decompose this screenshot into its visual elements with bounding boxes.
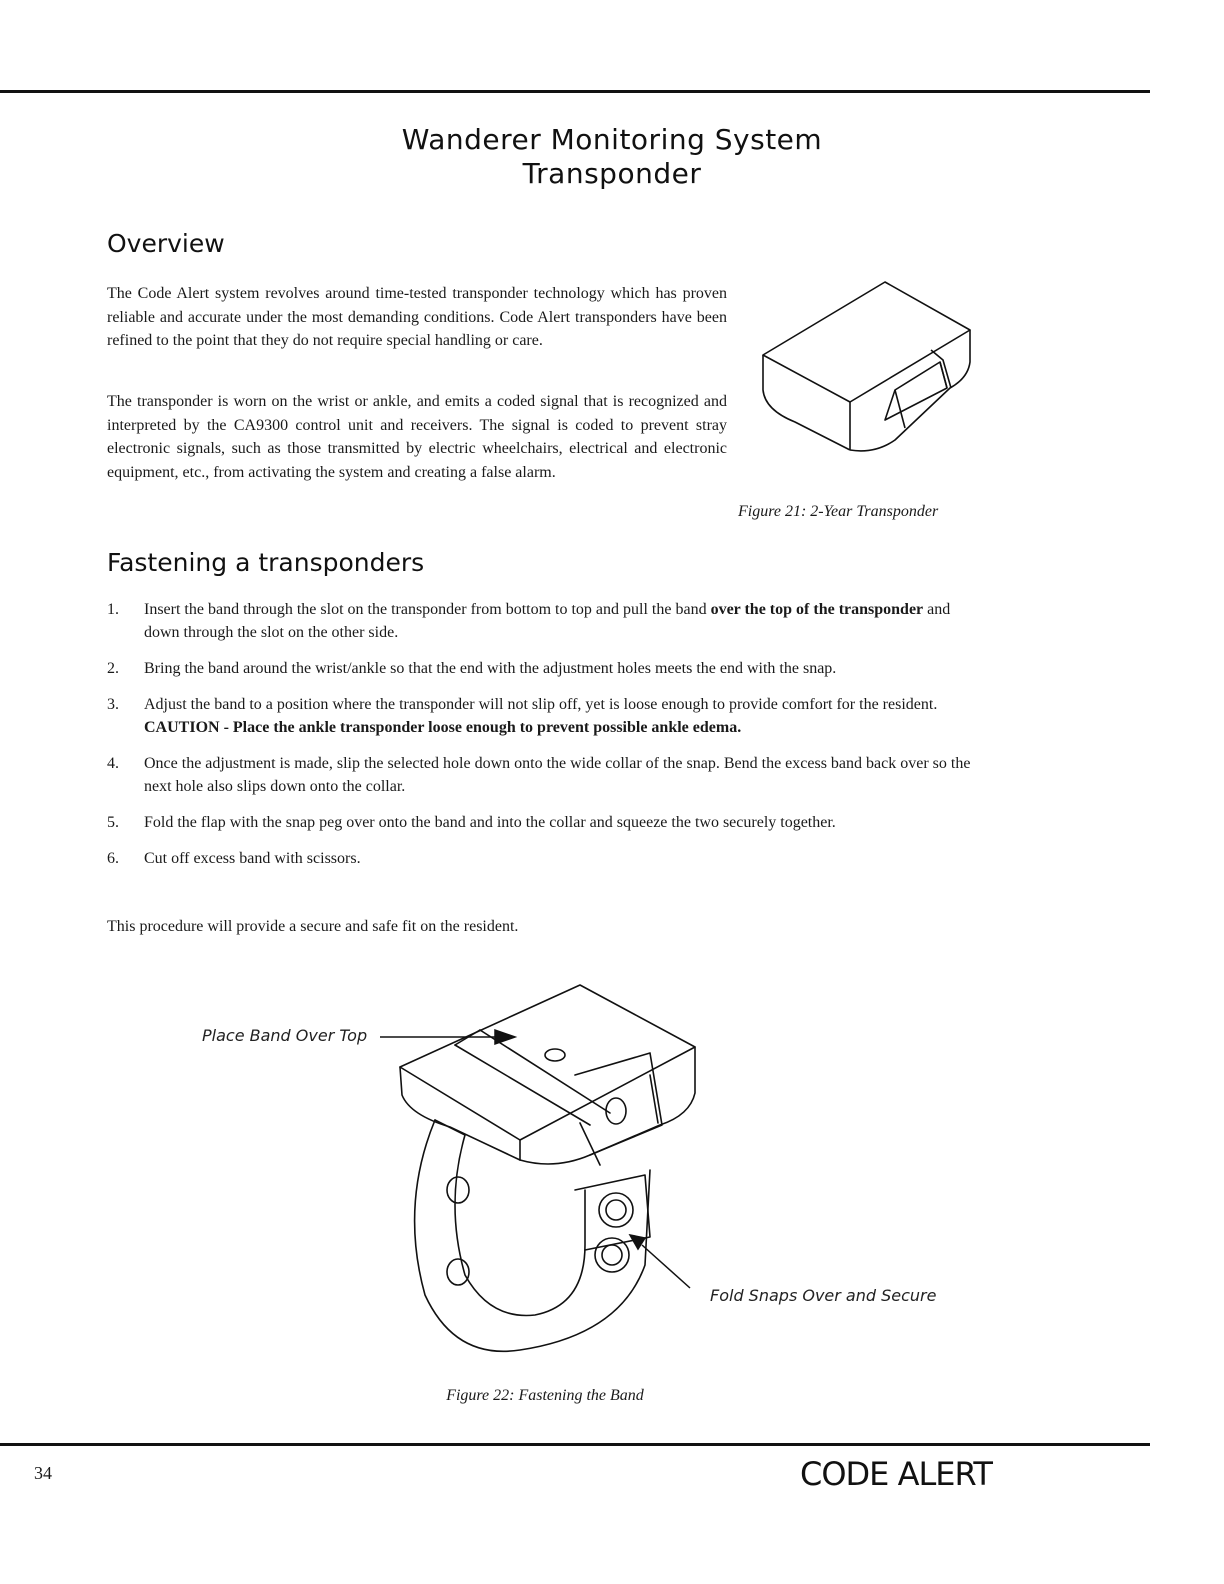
figure-22-caption: Figure 22: Fastening the Band <box>446 1387 644 1404</box>
step-item <box>107 811 972 834</box>
fold-snaps-callout: Fold Snaps Over and Secure <box>710 1286 937 1305</box>
step-item <box>107 657 972 680</box>
step-item <box>107 847 972 870</box>
step-text: Adjust the band to a position where the transponder will not slip off, yet is loose enough to provide comfort for the resident. <box>144 696 938 713</box>
step-bold-text: over the top of the transponder <box>710 601 924 618</box>
step-number: 2. <box>107 660 119 677</box>
overview-heading: Overview <box>107 229 225 258</box>
transponder-illustration <box>755 270 985 460</box>
brand-logo: CODE ALERT <box>800 1455 992 1493</box>
step-text-end: and down through the slot on the other side. <box>144 601 951 641</box>
step-number: 5. <box>107 814 119 831</box>
page-title-line-1: Wanderer Monitoring System <box>401 123 823 156</box>
step-number: 4. <box>107 755 119 772</box>
step-item <box>107 752 972 798</box>
page-title <box>0 123 1224 191</box>
page-number: 34 <box>34 1463 52 1483</box>
bottom-rule <box>0 1443 1150 1446</box>
step-number: 1. <box>107 601 119 618</box>
step-text: Cut off excess band with scissors. <box>144 850 361 867</box>
step-text: Fold the flap with the snap peg over onto the band and into the collar and squeeze the two securely together. <box>144 814 836 831</box>
step-item <box>107 598 972 644</box>
step-text: Bring the band around the wrist/ankle so that the end with the adjustment holes meets the end with the snap. <box>144 660 837 677</box>
figure-21-caption: Figure 21: 2-Year Transponder <box>738 503 939 520</box>
overview-paragraph-2: The transponder is worn on the wrist or ankle, and emits a coded signal that is recognized and interpreted by the CA9300 control unit and receivers. The signal is coded to prevent stray electronic signals, such as those transmitted by electric wheelchairs, electrical and electronic equipment, etc., from activating the system and creating a false alarm. <box>107 393 727 481</box>
closing-sentence: This procedure will provide a secure and safe fit on the resident. <box>107 918 519 935</box>
step-text: Once the adjustment is made, slip the selected hole down onto the wide collar of the snap. Bend the excess band back over so the next hole also slips down onto the collar. <box>144 755 971 795</box>
page-title-line-2: Transponder <box>522 157 702 190</box>
fastening-heading: Fastening a transponders <box>107 548 425 577</box>
caution-text: CAUTION - Place the ankle transponder loose enough to prevent possible ankle edema. <box>144 719 742 736</box>
step-number: 6. <box>107 850 119 867</box>
step-text: Insert the band through the slot on the transponder from bottom to top and pull the band <box>144 601 711 618</box>
step-number: 3. <box>107 696 119 713</box>
step-item <box>107 693 972 739</box>
overview-paragraph-1: The Code Alert system revolves around time-tested transponder technology which has proven reliable and accurate under the most demanding conditions. Code Alert transponders have been refined to the point that they do not require special handling or care. <box>107 285 727 349</box>
place-band-callout: Place Band Over Top <box>202 1026 368 1045</box>
fastening-steps-list <box>107 598 972 883</box>
top-rule <box>0 90 1150 93</box>
